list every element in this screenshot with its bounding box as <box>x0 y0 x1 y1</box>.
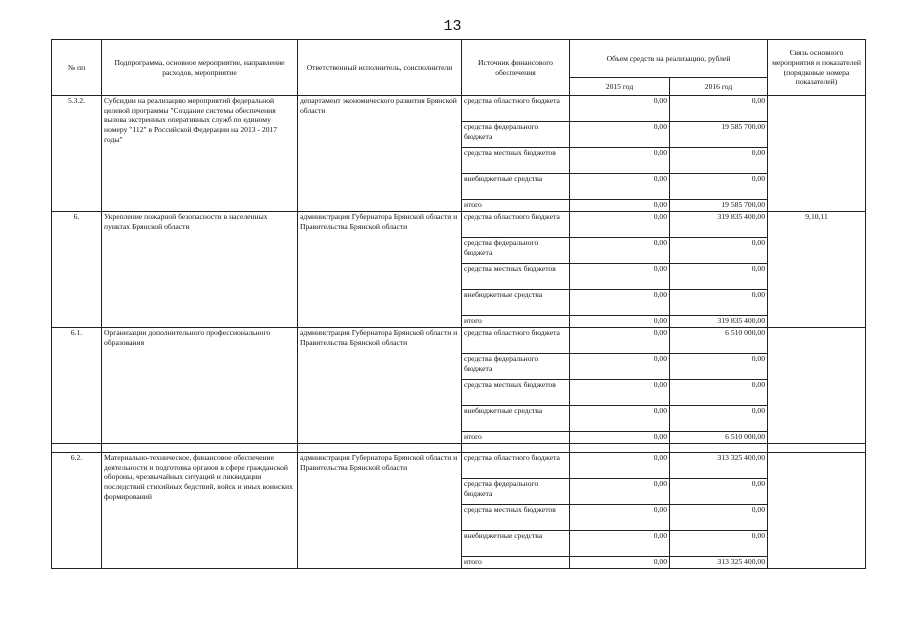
value-2016: 0,00 <box>670 406 768 432</box>
value-2016: 0,00 <box>670 531 768 557</box>
value-2016: 0,00 <box>670 96 768 122</box>
total-2016: 313 325 400,00 <box>670 557 768 569</box>
value-2016: 313 325 400,00 <box>670 453 768 479</box>
row-measure-name: Укрепление пожарной безопасности в населенных пунктах Брянской области <box>102 212 298 328</box>
value-2015: 0,00 <box>570 122 670 148</box>
value-2015: 0,00 <box>570 479 670 505</box>
total-2015: 0,00 <box>570 432 670 444</box>
row-indicator-link <box>768 96 866 212</box>
row-measure-name: Субсидии на реализацию мероприятий федеральной целевой программы "Создание системы обеспечения вызова экстренных оперативных служб по единому номеру "112" в Российской Федерации на 2013 - 2017 годы" <box>102 96 298 212</box>
total-2015: 0,00 <box>570 316 670 328</box>
value-2015: 0,00 <box>570 328 670 354</box>
total-label: итого <box>462 432 570 444</box>
total-2016: 319 835 400,00 <box>670 316 768 328</box>
header-source: Источник финансового обеспечения <box>462 40 570 96</box>
value-2015: 0,00 <box>570 212 670 238</box>
table-row <box>52 96 866 122</box>
source-label: внебюджетные средства <box>462 174 570 200</box>
value-2016: 0,00 <box>670 148 768 174</box>
value-2015: 0,00 <box>570 290 670 316</box>
source-label: средства областного бюджета <box>462 212 570 238</box>
row-number: 6.1. <box>52 328 102 444</box>
source-label: средства местных бюджетов <box>462 505 570 531</box>
table-row <box>52 212 866 238</box>
row-indicator-link <box>768 328 866 444</box>
source-label: средства местных бюджетов <box>462 148 570 174</box>
total-2016: 19 585 700,00 <box>670 200 768 212</box>
header-executor: Ответственный исполнитель, соисполнители <box>298 40 462 96</box>
row-measure-name: Материально-техническое, финансовое обеспечение деятельности и подготовка органов в сфере гражданской обороны, чрезвычайных ситуаций и ликвидации последствий стихийных бедствий, войск и иных воинских формирований <box>102 453 298 569</box>
source-label: средства областного бюджета <box>462 96 570 122</box>
value-2016: 0,00 <box>670 264 768 290</box>
value-2015: 0,00 <box>570 148 670 174</box>
header-num: № пп <box>52 40 102 96</box>
source-label: средства федерального бюджета <box>462 354 570 380</box>
value-2015: 0,00 <box>570 264 670 290</box>
row-executor: администрация Губернатора Брянской области и Правительства Брянской области <box>298 212 462 328</box>
total-label: итого <box>462 557 570 569</box>
value-2016: 0,00 <box>670 354 768 380</box>
source-label: средства областного бюджета <box>462 453 570 479</box>
row-number: 6.2. <box>52 453 102 569</box>
value-2016: 6 510 000,00 <box>670 328 768 354</box>
row-number: 6. <box>52 212 102 328</box>
value-2015: 0,00 <box>570 380 670 406</box>
value-2016: 0,00 <box>670 290 768 316</box>
header-funding: Объем средств на реализацию, рублей <box>570 40 768 78</box>
row-executor: администрация Губернатора Брянской области и Правительства Брянской области <box>298 453 462 569</box>
value-2015: 0,00 <box>570 238 670 264</box>
value-2015: 0,00 <box>570 453 670 479</box>
value-2016: 0,00 <box>670 505 768 531</box>
table-row <box>52 328 866 354</box>
source-label: средства областного бюджета <box>462 328 570 354</box>
header-link: Связь основного мероприятия и показателей (порядковые номера показателей) <box>768 40 866 96</box>
value-2016: 0,00 <box>670 479 768 505</box>
row-number: 5.3.2. <box>52 96 102 212</box>
page-number: 13 <box>443 18 462 35</box>
value-2015: 0,00 <box>570 354 670 380</box>
source-label: внебюджетные средства <box>462 406 570 432</box>
source-label: средства федерального бюджета <box>462 122 570 148</box>
value-2016: 0,00 <box>670 380 768 406</box>
total-label: итого <box>462 316 570 328</box>
value-2015: 0,00 <box>570 505 670 531</box>
total-2015: 0,00 <box>570 200 670 212</box>
value-2016: 319 835 400,00 <box>670 212 768 238</box>
source-label: средства федерального бюджета <box>462 238 570 264</box>
table-row <box>52 453 866 479</box>
row-executor: администрация Губернатора Брянской области и Правительства Брянской области <box>298 328 462 444</box>
header-year-2016: 2016 год <box>670 78 768 96</box>
value-2015: 0,00 <box>570 174 670 200</box>
value-2016: 0,00 <box>670 238 768 264</box>
value-2015: 0,00 <box>570 96 670 122</box>
source-label: средства местных бюджетов <box>462 264 570 290</box>
source-label: внебюджетные средства <box>462 290 570 316</box>
source-label: средства местных бюджетов <box>462 380 570 406</box>
source-label: внебюджетные средства <box>462 531 570 557</box>
total-label: итого <box>462 200 570 212</box>
row-executor: департамент экономического развития Брянской области <box>298 96 462 212</box>
total-2016: 6 510 000,00 <box>670 432 768 444</box>
row-indicator-link: 9,10,11 <box>768 212 866 328</box>
header-subprogram: Подпрограмма, основное мероприятие, направление расходов, мероприятие <box>102 40 298 96</box>
table-body <box>52 96 866 569</box>
value-2015: 0,00 <box>570 406 670 432</box>
value-2016: 0,00 <box>670 174 768 200</box>
funding-table <box>51 39 866 569</box>
total-2015: 0,00 <box>570 557 670 569</box>
source-label: средства федерального бюджета <box>462 479 570 505</box>
value-2016: 19 585 700,00 <box>670 122 768 148</box>
row-measure-name: Организации дополнительного профессионального образования <box>102 328 298 444</box>
spacer-row <box>52 444 866 453</box>
value-2015: 0,00 <box>570 531 670 557</box>
row-indicator-link <box>768 453 866 569</box>
header-year-2015: 2015 год <box>570 78 670 96</box>
